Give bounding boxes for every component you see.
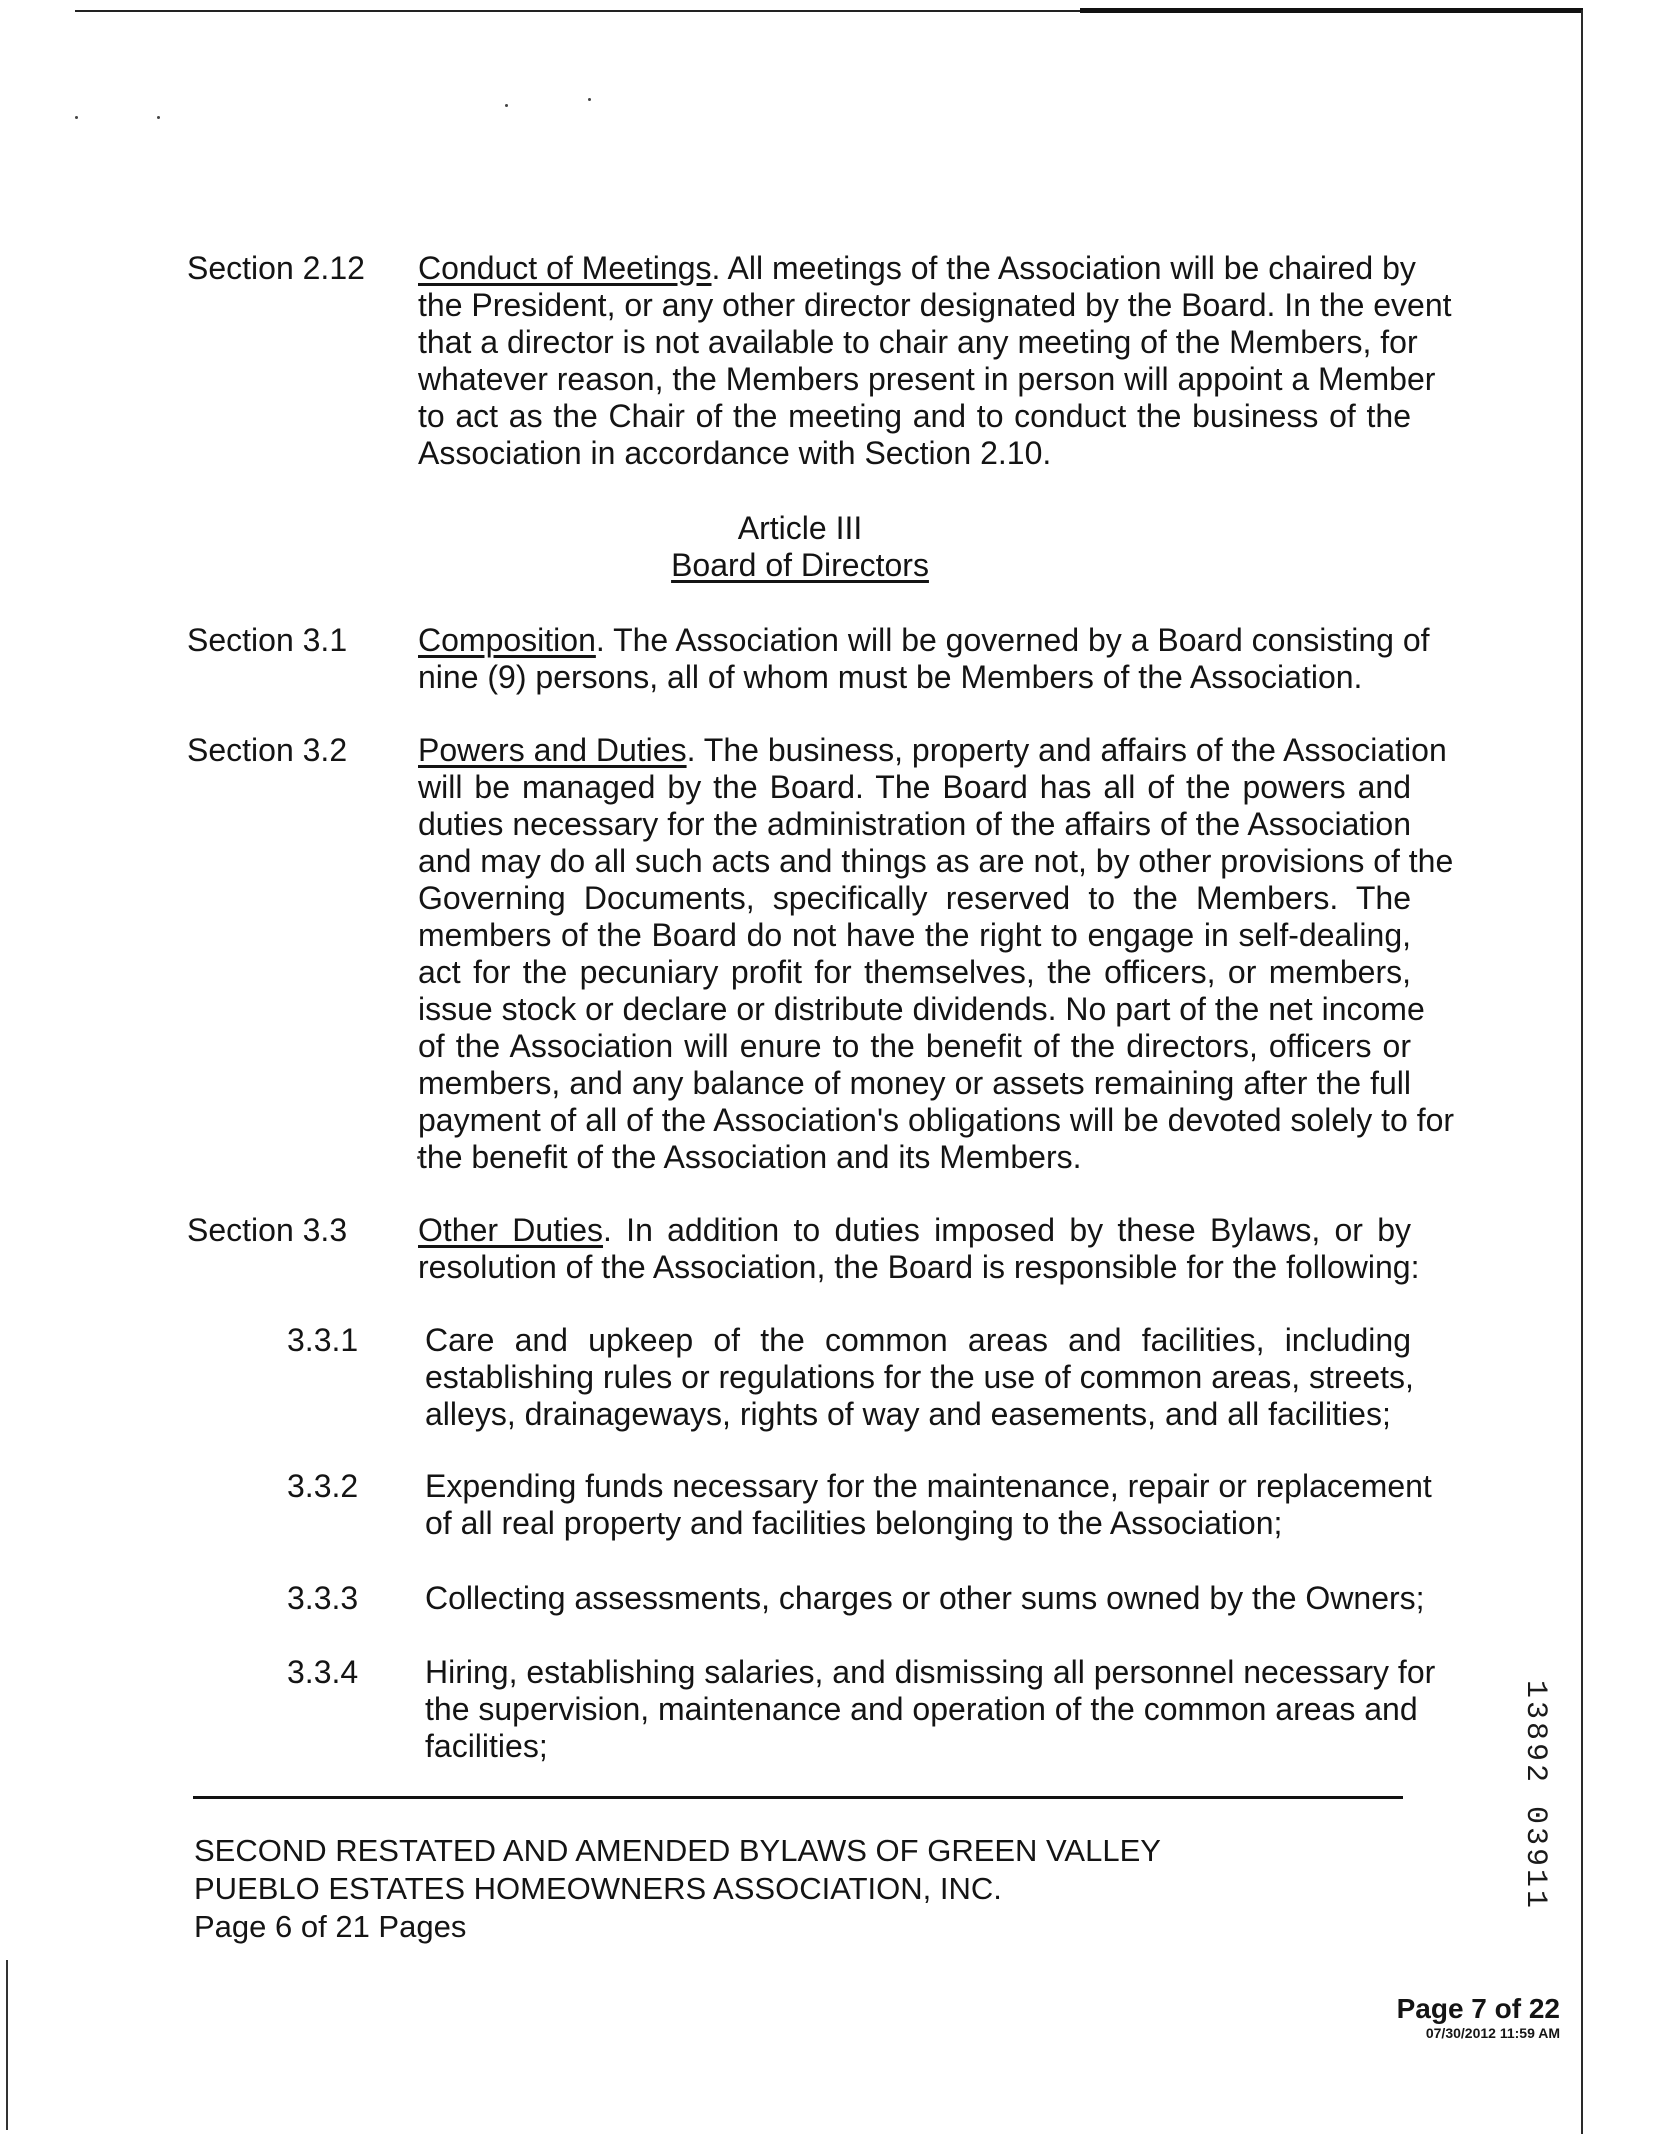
section-line: the benefit of the Association and its Members. [418,1139,1082,1175]
subsection-line: Collecting assessments, charges or other sums owned by the Owners; [425,1580,1425,1616]
subsection-line: establishing rules or regulations for the use of common areas, streets, [425,1359,1414,1395]
subsection-label: 3.3.3 [287,1580,359,1616]
section-line: Association in accordance with Section 2.10. [418,435,1052,471]
article-number: Article III [737,510,863,546]
section-label: Section 2.12 [187,250,365,286]
document-footer [194,1832,1161,1946]
section-3-2 [187,732,1455,1182]
section-3-3 [187,1212,1420,1292]
subsection-line: Care and upkeep of the common areas and facilities, including [425,1322,1411,1358]
recorder-page-stamp: Page 7 of 22 [1396,1993,1560,2024]
section-line: payment of all of the Association's obligations will be devoted solely to for [418,1102,1455,1138]
section-line: duties necessary for the administration of the affairs of the Association [418,806,1411,842]
section-line: Powers and Duties. The business, property and affairs of the Association [418,732,1447,768]
article-heading [600,510,1000,584]
subsection-body [425,1654,1436,1765]
section-line: issue stock or declare or distribute dividends. No part of the net income [418,991,1425,1027]
footer-title-line-2: PUEBLO ESTATES HOMEOWNERS ASSOCIATION, INC. [194,1871,1002,1906]
footer-title-line-1: SECOND RESTATED AND AMENDED BYLAWS OF GREEN VALLEY [194,1833,1161,1868]
subsection-label: 3.3.4 [287,1654,359,1690]
scan-speck [505,104,508,107]
section-line: of the Association will enure to the benefit of the directors, officers or [418,1028,1411,1064]
article-title: Board of Directors [671,547,929,583]
subsection-line: the supervision, maintenance and operation of the common areas and [425,1691,1418,1727]
subsection-line: facilities; [425,1728,548,1764]
subsection-line: alleys, drainageways, rights of way and easements, and all facilities; [425,1396,1391,1432]
section-line: Governing Documents, specifically reserved to the Members. The [418,880,1411,916]
section-line: will be managed by the Board. The Board has all of the powers and [418,769,1411,805]
section-heading: Composition [418,622,596,658]
section-line: the President, or any other director designated by the Board. In the event [418,287,1452,323]
section-line: Other Duties. In addition to duties imposed by these Bylaws, or by [418,1212,1412,1248]
section-body [418,622,1430,696]
section-line: whatever reason, the Members present in person will appoint a Member [418,361,1436,397]
scan-speck [75,116,78,119]
scan-left-mark [6,1960,8,2130]
section-heading: Powers and Duties [418,732,687,768]
section-body [418,1212,1420,1286]
recorder-date-stamp: 07/30/2012 11:59 AM [1425,2025,1560,2041]
section-3-1 [187,622,1430,702]
section-line: members, and any balance of money or assets remaining after the full [418,1065,1411,1101]
section-line: that a director is not available to chair any meeting of the Members, for [418,324,1418,360]
section-line: and may do all such acts and things as are not, by other provisions of the [418,843,1454,879]
section-line: Composition. The Association will be governed by a Board consisting of [418,622,1430,658]
subsection-3-3-2 [187,1468,1432,1548]
section-line: nine (9) persons, all of whom must be Members of the Association. [418,659,1363,695]
subsection-body [425,1468,1432,1542]
footer-page-number: Page 6 of 21 Pages [194,1909,467,1944]
subsection-line: of all real property and facilities belonging to the Association; [425,1505,1283,1541]
scan-speck [157,116,160,119]
footer-rule [193,1796,1403,1799]
subsection-line: Expending funds necessary for the maintenance, repair or replacement [425,1468,1432,1504]
section-heading: Other Duties [418,1212,604,1248]
subsection-body [425,1580,1425,1617]
section-label: Section 3.3 [187,1212,348,1248]
section-body [418,250,1452,472]
section-body [418,732,1455,1176]
subsection-label: 3.3.1 [287,1322,359,1358]
subsection-3-3-1 [187,1322,1417,1437]
scan-right-edge [1581,10,1583,2134]
scan-top-rule-thick [1080,8,1583,13]
subsection-3-3-3 [187,1580,1425,1620]
section-2-12 [187,250,1452,480]
section-line: to act as the Chair of the meeting and to conduct the business of the [418,398,1411,434]
subsection-3-3-4 [187,1654,1436,1769]
section-line: members of the Board do not have the right to engage in self-dealing, [418,917,1411,953]
section-line: Conduct of Meetings. All meetings of the Association will be chaired by [418,250,1416,286]
subsection-label: 3.3.2 [287,1468,359,1504]
section-label: Section 3.2 [187,732,348,768]
scan-speck [588,98,591,101]
subsection-body [425,1322,1414,1433]
recording-number: 13892 03911 [1518,1680,1552,1912]
subsection-line: Hiring, establishing salaries, and dismissing all personnel necessary for [425,1654,1436,1690]
section-line: resolution of the Association, the Board is responsible for the following: [418,1249,1420,1285]
section-line: act for the pecuniary profit for themselves, the officers, or members, [418,954,1411,990]
section-heading: Conduct of Meetings [418,250,712,286]
section-label: Section 3.1 [187,622,348,658]
